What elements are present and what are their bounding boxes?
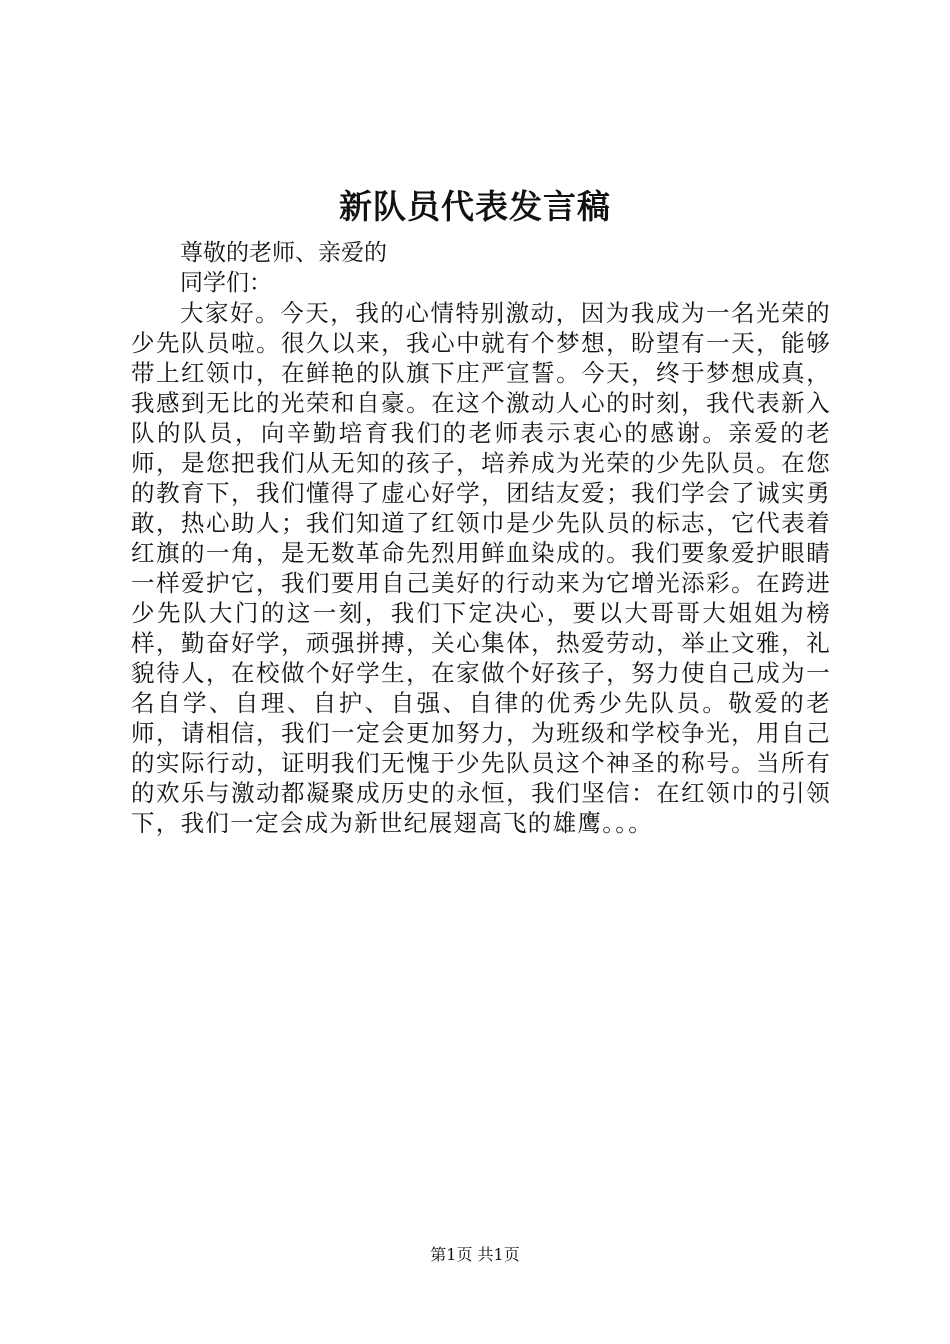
salutation-line-2: 同学们： xyxy=(180,270,272,296)
page-footer: 第1页 共1页 xyxy=(430,1245,520,1264)
document-title: 新队员代表发言稿 xyxy=(339,187,611,226)
salutation-line-1: 尊敬的老师、亲爱的 xyxy=(180,240,387,266)
speech-body: 大家好。今天，我的心情特别激动，因为我成为一名光荣的少先队员啦。很久以来，我心中就有个梦想，盼望有一天，能够带上红领巾，在鲜艳的队旗下庄严宣誓。今天，终于梦想成真，我感到无比的光荣和自豪。在这个激动人心的时刻，我代表新入队的队员，向辛勤培育我们的老师表示衷心的感谢。亲爱的老师，是您把我们从无知的孩子，培养成为光荣的少先队员。在您的教育下，我们懂得了虚心好学，团结友爱；我们学会了诚实勇敢，热心助人；我们知道了红领巾是少先队员的标志，它代表着红旗的一角，是无数革命先烈用鲜血染成的。我们要象爱护眼睛一样爱护它，我们要用自己美好的行动来为它增光添彩。在跨进少先队大门的这一刻，我们下定决心，要以大哥哥大姐姐为榜样，勤奋好学，顽强拼搏，关心集体，热爱劳动，举止文雅，礼貌待人，在校做个好学生，在家做个好孩子，努力使自己成为一名自学、自理、自护、自强、自律的优秀少先队员。敬爱的老师，请相信，我们一定会更加努力，为班级和学校争光，用自己的实际行动，证明我们无愧于少先队员这个神圣的称号。当所有的欢乐与激动都凝聚成历史的永恒，我们坚信：在红领巾的引领下，我们一定会成为新世纪展翅高飞的雄鹰。。。 xyxy=(131,299,831,837)
